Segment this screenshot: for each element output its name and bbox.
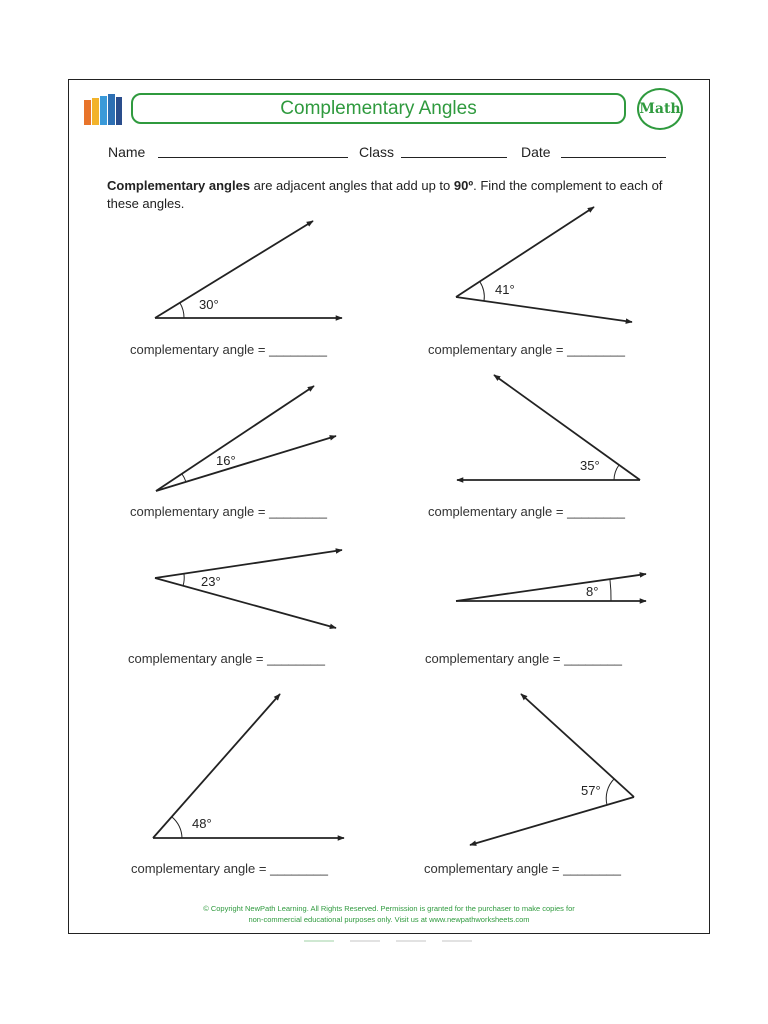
date-label: Date xyxy=(521,144,551,160)
footer-line-1: © Copyright NewPath Learning. All Rights Reserved. Permission is granted for the purchaser to make copies for xyxy=(203,904,575,913)
footer-line-2: non-commercial educational purposes only. Visit us at www.newpathworksheets.com xyxy=(248,915,530,924)
answer-prompt-5: complementary angle = ________ xyxy=(128,651,325,666)
instructions-text-end: . Find the complement to each of these angles. xyxy=(107,178,663,211)
instructions-text: are adjacent angles that add up to xyxy=(250,178,454,193)
name-field[interactable] xyxy=(158,157,348,158)
class-label: Class xyxy=(359,144,395,160)
angle-label-7: 48° xyxy=(192,816,212,831)
answer-prompt-2: complementary angle = ________ xyxy=(428,342,625,357)
class-field[interactable] xyxy=(401,157,507,158)
answer-prompt-7: complementary angle = ________ xyxy=(131,861,328,876)
answer-prompt-4: complementary angle = ________ xyxy=(428,504,625,519)
page-title: Complementary Angles xyxy=(131,93,626,124)
answer-prompt-8: complementary angle = ________ xyxy=(424,861,621,876)
instructions-value: 90º xyxy=(453,178,474,193)
math-badge: Math xyxy=(637,88,683,130)
angle-label-3: 16° xyxy=(216,453,236,468)
answer-prompt-1: complementary angle = ________ xyxy=(130,342,327,357)
angle-label-1: 30° xyxy=(199,297,219,312)
page-indicator-1 xyxy=(304,940,334,942)
answer-prompt-6: complementary angle = ________ xyxy=(425,651,622,666)
angle-label-4: 35° xyxy=(580,458,600,473)
angle-label-6: 8° xyxy=(586,584,599,599)
answer-prompt-3: complementary angle = ________ xyxy=(130,504,327,519)
name-label: Name xyxy=(108,144,146,160)
instructions xyxy=(107,177,687,213)
page-indicator-2 xyxy=(350,940,380,942)
angle-label-8: 57° xyxy=(581,783,601,798)
page-indicator-4 xyxy=(442,940,472,942)
book-spines-icon xyxy=(83,94,123,126)
date-field[interactable] xyxy=(561,157,666,158)
page-indicator-3 xyxy=(396,940,426,942)
instructions-term: Complementary angles xyxy=(107,178,251,193)
angle-label-5: 23° xyxy=(201,574,221,589)
copyright-footer xyxy=(68,903,710,925)
angle-label-2: 41° xyxy=(495,282,515,297)
